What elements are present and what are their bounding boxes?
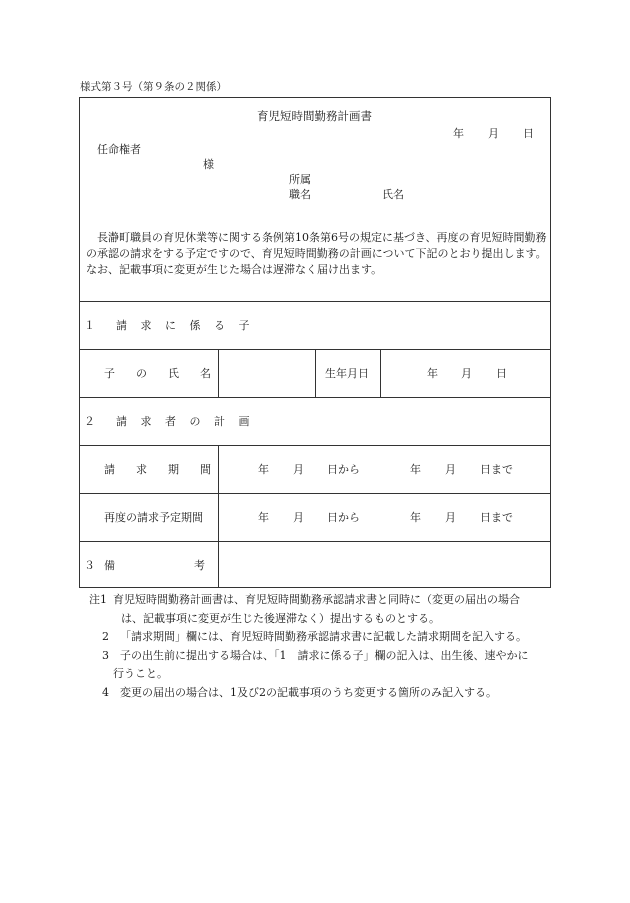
statement-paragraph: 長瀞町職員の育児休業等に関する条例第10条第6号の規定に基づき、再度の育児短時間勤務の承認の請求をする予定ですので、育児短時間勤務の計画について下記のとおり提出します。なお、記載事項に変更が生じた場合は遅滞なく届け出ます。: [86, 231, 547, 276]
note-item-continuation: [89, 610, 551, 629]
vline-birth-label-left: [315, 349, 316, 397]
period-from-day: 日から: [327, 463, 360, 476]
divider-re-period-row: [79, 541, 551, 542]
divider-statement: [79, 301, 551, 302]
section1-heading: １ 請 求 に 係 る 子: [84, 319, 255, 332]
divider-child-row: [79, 397, 551, 398]
note-line: 変更の届出の場合は、1及び2の記載事項のうち変更する箇所のみ記入する。: [120, 685, 497, 699]
notes-block: [89, 591, 551, 702]
note-item: [89, 684, 551, 703]
applicant-name-label: 氏名: [382, 188, 404, 201]
re-period-from-year: 年: [258, 511, 269, 524]
divider-sec2-heading: [79, 445, 551, 446]
section2-heading: ２ 請 求 者 の 計 画: [84, 415, 255, 428]
date-year-label: 年: [453, 127, 464, 140]
document-title: 育児短時間勤務計画書: [257, 109, 372, 123]
note-item: [89, 628, 551, 647]
period-to-day: 日まで: [480, 463, 513, 476]
period-from-month: 月: [293, 463, 304, 476]
date-month-label: 月: [488, 127, 499, 140]
honorific-label: 様: [203, 158, 214, 171]
re-period-to-year: 年: [410, 511, 421, 524]
note-line: 行うこと。: [113, 667, 168, 680]
note-line: 子の出生前に提出する場合は、「1 請求に係る子」欄の記入は、出生後、速やかに: [120, 648, 529, 662]
note-item: [89, 647, 551, 666]
period-from-year: 年: [258, 463, 269, 476]
form-number-label: 様式第３号（第９条の２関係）: [80, 81, 227, 93]
period-to-year: 年: [410, 463, 421, 476]
affiliation-label: 所属: [289, 173, 311, 186]
period-label: 請求期間: [104, 463, 232, 476]
note-line: 育児短時間勤務計画書は、育児短時間勤務承認請求書と同時に（変更の届出の場合: [113, 593, 520, 606]
note-number: 3: [102, 648, 109, 662]
date-day-label: 日: [523, 127, 534, 140]
birthdate-label: 生年月日: [325, 367, 369, 380]
re-period-from-day: 日から: [327, 511, 360, 524]
post-label: 職名: [289, 188, 311, 201]
re-period-to-day: 日まで: [480, 511, 513, 524]
birth-year-label: 年: [427, 367, 438, 380]
birth-month-label: 月: [461, 367, 472, 380]
note-number: 注1: [89, 593, 107, 606]
note-number: 2: [102, 630, 109, 643]
remarks-label-text: 備考: [104, 559, 284, 572]
note-line: は、記載事項に変更が生じた後遅滞なく）提出するものとする。: [121, 611, 440, 625]
child-name-label: 子の氏名: [104, 367, 232, 380]
birth-day-label: 日: [496, 367, 507, 380]
appointer-label: 任命権者: [97, 143, 141, 156]
re-period-from-month: 月: [293, 511, 304, 524]
note-item: [89, 591, 551, 610]
remarks-label: [104, 559, 284, 572]
note-item-continuation: [89, 665, 551, 684]
vline-birth-label-right: [380, 349, 381, 397]
re-period-label: 再度の請求予定期間: [104, 511, 203, 524]
note-number: 4: [102, 685, 109, 699]
divider-period-row: [79, 493, 551, 494]
re-period-to-month: 月: [445, 511, 456, 524]
period-to-month: 月: [445, 463, 456, 476]
section3-number: ３: [84, 559, 95, 572]
vline-label-col-periods: [218, 445, 219, 541]
note-line: 「請求期間」欄には、育児短時間勤務承認請求書に記載した請求期間を記入する。: [120, 630, 527, 643]
